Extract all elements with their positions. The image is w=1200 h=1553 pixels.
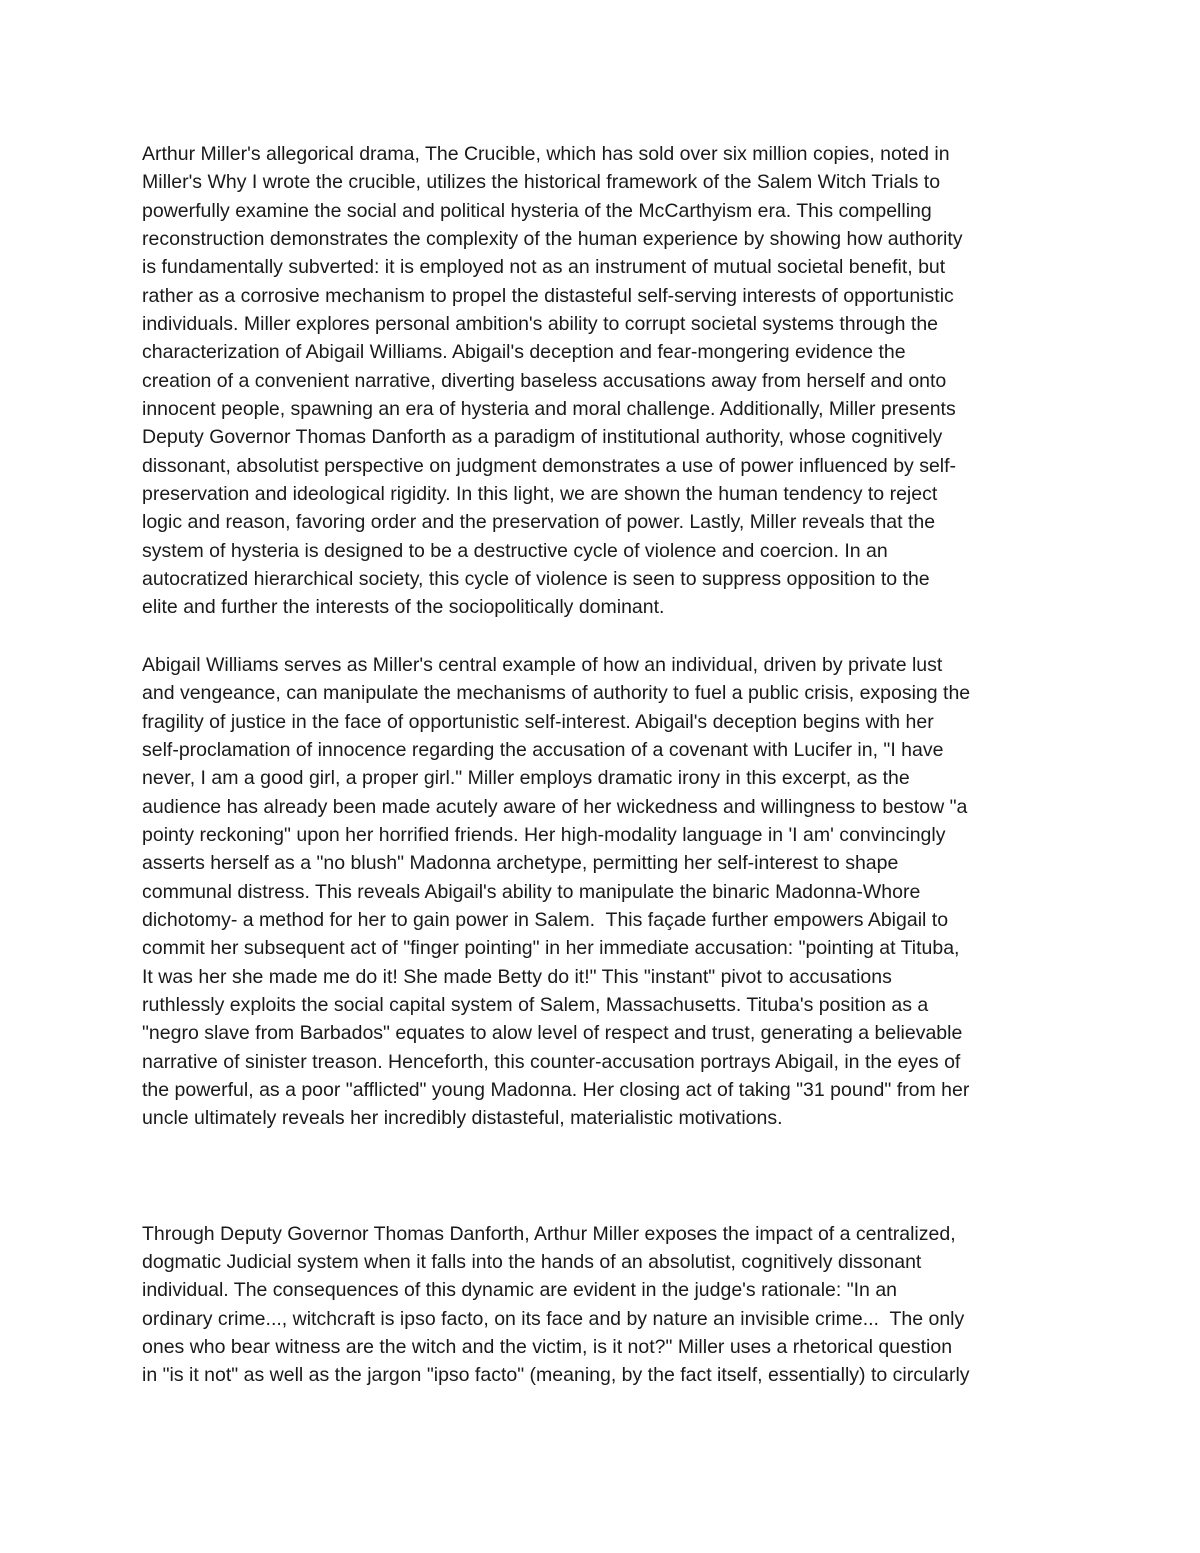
- text-line: powerfully examine the social and political hysteria of the McCarthyism era. This compelling: [142, 200, 932, 222]
- text-line: communal distress. This reveals Abigail's ability to manipulate the binaric Madonna-Whore: [142, 881, 921, 903]
- text-line: innocent people, spawning an era of hysteria and moral challenge. Additionally, Miller presents: [142, 398, 956, 420]
- text-line: Through Deputy Governor Thomas Danforth, Arthur Miller exposes the impact of a centralized,: [142, 1223, 956, 1245]
- text-line: rather as a corrosive mechanism to propel the distasteful self-serving interests of opportunistic: [142, 285, 954, 307]
- text-line: ordinary crime..., witchcraft is ipso facto, on its face and by nature an invisible crime... The only: [142, 1308, 965, 1330]
- text-line: self-proclamation of innocence regarding the accusation of a covenant with Lucifer in, "I have: [142, 739, 944, 761]
- text-line: is fundamentally subverted: it is employed not as an instrument of mutual societal benefit, but: [142, 256, 946, 278]
- text-line: "negro slave from Barbados" equates to alow level of respect and trust, generating a believable: [142, 1022, 963, 1044]
- text-line: system of hysteria is designed to be a destructive cycle of violence and coercion. In an: [142, 540, 888, 562]
- text-line: It was her she made me do it! She made Betty do it!" This "instant" pivot to accusations: [142, 966, 892, 988]
- text-line: never, I am a good girl, a proper girl." Miller employs dramatic irony in this excerpt, as the: [142, 767, 910, 789]
- text-line: logic and reason, favoring order and the preservation of power. Lastly, Miller reveals that the: [142, 511, 936, 533]
- text-line: Deputy Governor Thomas Danforth as a paradigm of institutional authority, whose cognitively: [142, 426, 943, 448]
- text-line: autocratized hierarchical society, this cycle of violence is seen to suppress opposition to the: [142, 568, 930, 590]
- text-line: dogmatic Judicial system when it falls into the hands of an absolutist, cognitively dissonant: [142, 1251, 922, 1273]
- text-line: Arthur Miller's allegorical drama, The Crucible, which has sold over six million copies, noted in: [142, 143, 950, 165]
- text-line: Miller's Why I wrote the crucible, utilizes the historical framework of the Salem Witch Trials to: [142, 171, 941, 193]
- text-line: pointy reckoning" upon her horrified friends. Her high-modality language in 'I am' convincingly: [142, 824, 946, 846]
- text-line: preservation and ideological rigidity. In this light, we are shown the human tendency to reject: [142, 483, 938, 505]
- text-line: the powerful, as a poor "afflicted" young Madonna. Her closing act of taking "31 pound" from her: [142, 1079, 970, 1101]
- text-line: narrative of sinister treason. Henceforth, this counter-accusation portrays Abigail, in the eyes of: [142, 1051, 961, 1073]
- text-line: dissonant, absolutist perspective on judgment demonstrates a use of power influenced by self-: [142, 455, 957, 477]
- text-line: and vengeance, can manipulate the mechanisms of authority to fuel a public crisis, exposing the: [142, 682, 971, 704]
- text-line: asserts herself as a "no blush" Madonna archetype, permitting her self-interest to shape: [142, 852, 899, 874]
- text-line: creation of a convenient narrative, diverting baseless accusations away from herself and onto: [142, 370, 947, 392]
- text-line: ones who bear witness are the witch and the victim, is it not?" Miller uses a rhetorical question: [142, 1336, 953, 1358]
- text-line: dichotomy- a method for her to gain power in Salem. This façade further empowers Abigail to: [142, 909, 949, 931]
- text-line: ruthlessly exploits the social capital system of Salem, Massachusetts. Tituba's position as a: [142, 994, 929, 1016]
- text-line: audience has already been made acutely aware of her wickedness and willingness to bestow "a: [142, 796, 968, 818]
- text-line: characterization of Abigail Williams. Abigail's deception and fear-mongering evidence the: [142, 341, 906, 363]
- text-line: Abigail Williams serves as Miller's central example of how an individual, driven by private lust: [142, 654, 943, 676]
- text-line: fragility of justice in the face of opportunistic self-interest. Abigail's deception begins with her: [142, 711, 934, 733]
- text-line: in "is it not" as well as the jargon "ipso facto" (meaning, by the fact itself, essentially) to circularly: [142, 1364, 970, 1386]
- text-line: elite and further the interests of the sociopolitically dominant.: [142, 596, 665, 618]
- text-line: individual. The consequences of this dynamic are evident in the judge's rationale: "In an: [142, 1279, 898, 1301]
- text-line: reconstruction demonstrates the complexity of the human experience by showing how authority: [142, 228, 963, 250]
- text-line: commit her subsequent act of "finger pointing" in her immediate accusation: "pointing at Tituba,: [142, 937, 960, 959]
- text-line: uncle ultimately reveals her incredibly distasteful, materialistic motivations.: [142, 1107, 783, 1129]
- text-line: individuals. Miller explores personal ambition's ability to corrupt societal systems through the: [142, 313, 939, 335]
